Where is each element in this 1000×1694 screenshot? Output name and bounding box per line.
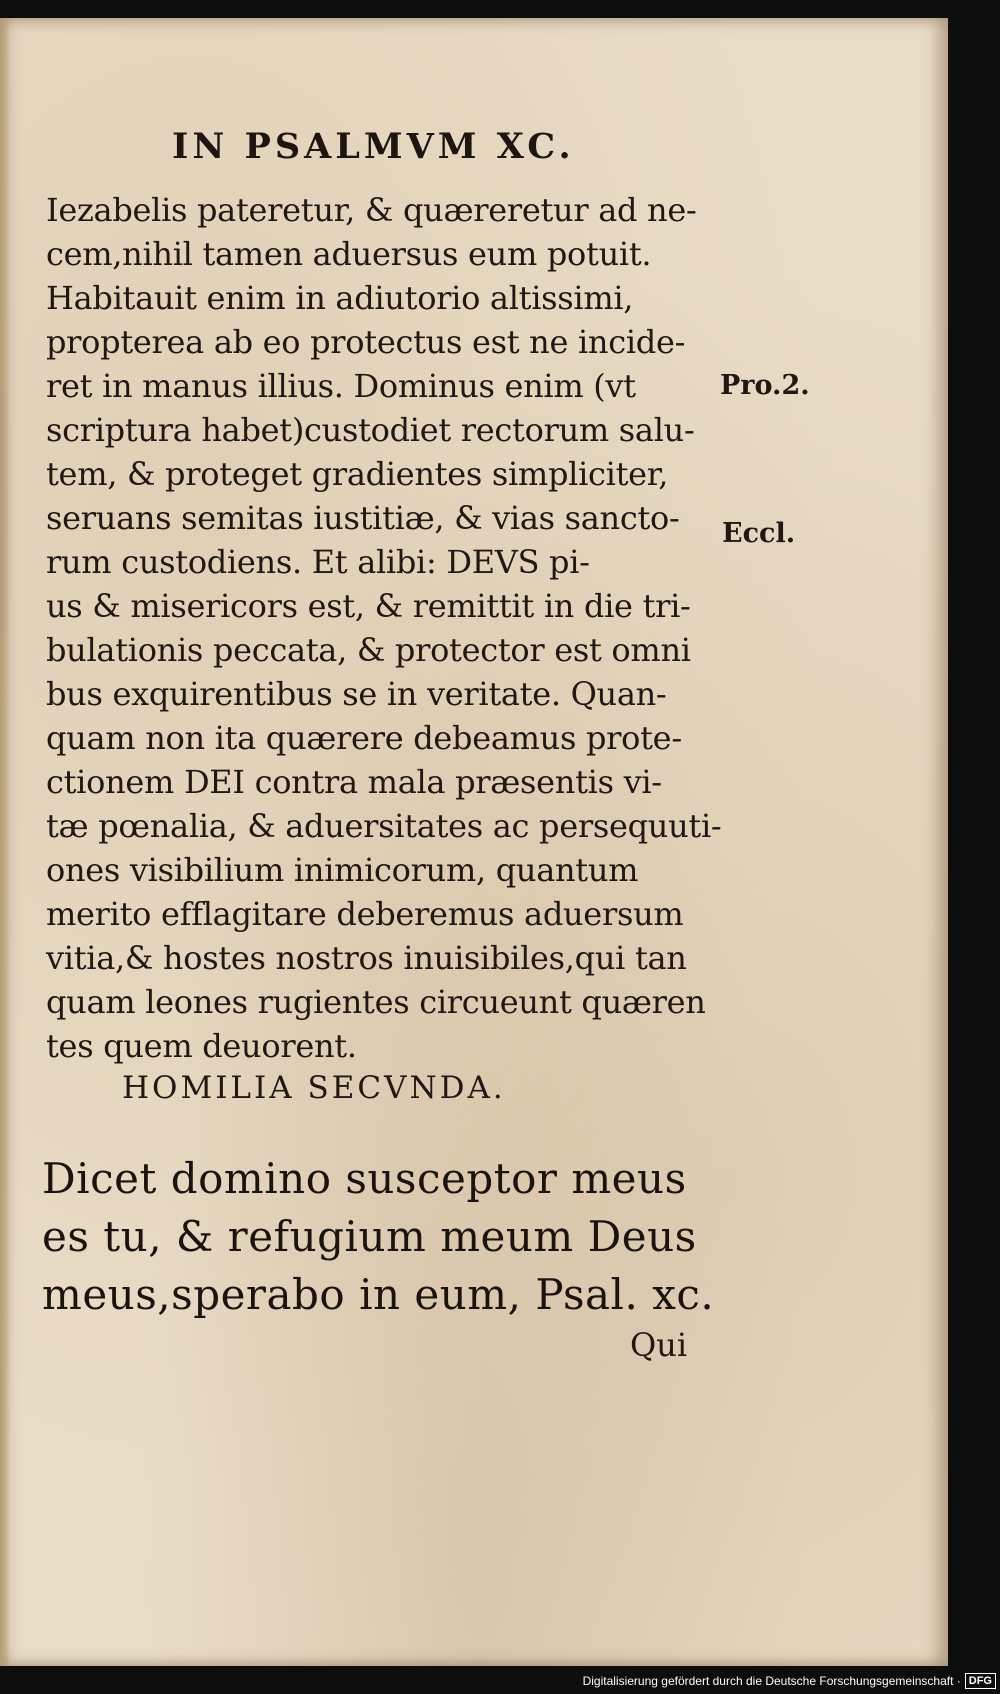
psalm-line: es tu, & refugium meum Deus <box>42 1212 697 1261</box>
text-line: Iezabelis pateretur, & quæreretur ad ne- <box>46 191 697 229</box>
psalm-line: meus,sperabo in eum, Psal. xc. <box>42 1270 715 1319</box>
text-line: tes quem deuorent. <box>46 1027 357 1065</box>
psalm-verse <box>42 1150 714 1324</box>
digitization-footer <box>583 1670 996 1692</box>
text-line: merito efflagitare deberemus aduersum <box>46 895 684 933</box>
text-line: ctionem DEI contra mala præsentis vi- <box>46 763 662 801</box>
margin-note-ecclesiasticus: Eccl. <box>722 518 796 549</box>
text-line: tæ pœnalia, & aduersitates ac persequuti- <box>46 807 722 845</box>
body-text <box>46 188 726 1068</box>
text-line: Habitauit enim in adiutorio altissimi, <box>46 279 634 317</box>
book-page <box>0 18 948 1666</box>
text-line: cem,nihil tamen aduersus eum potuit. <box>46 235 652 273</box>
text-line: propterea ab eo protectus est ne incide- <box>46 323 686 361</box>
homily-title: HOMILIA SECVNDA. <box>122 1070 506 1106</box>
text-line: quam non ita quærere debeamus prote- <box>46 719 682 757</box>
text-line: rum custodiens. Et alibi: DEVS pi- <box>46 543 590 581</box>
text-line: bulationis peccata, & protector est omni <box>46 631 691 669</box>
text-line: bus exquirentibus se in veritate. Quan- <box>46 675 667 713</box>
text-line: vitia,& hostes nostros inuisibiles,qui tan <box>46 939 687 977</box>
margin-note-proverbs: Pro.2. <box>720 370 810 401</box>
funding-credit: Digitalisierung gefördert durch die Deutsche Forschungsgemeinschaft · <box>582 1674 961 1688</box>
psalm-line: Dicet domino susceptor meus <box>42 1154 687 1203</box>
text-line: tem, & proteget gradientes simpliciter, <box>46 455 669 493</box>
text-line: scriptura habet)custodiet rectorum salu- <box>46 411 695 449</box>
text-line: ret in manus illius. Dominus enim (vt <box>46 367 636 405</box>
text-line: seruans semitas iustitiæ, & vias sancto- <box>46 499 680 537</box>
page-edge-shadow <box>0 18 10 1666</box>
dfg-logo: DFG <box>965 1673 996 1689</box>
text-line: us & misericors est, & remittit in die tri- <box>46 587 691 625</box>
running-head: IN PSALMVM XC. <box>172 126 575 167</box>
catchword: Qui <box>630 1326 688 1364</box>
text-line: ones visibilium inimicorum, quantum <box>46 851 639 889</box>
text-line: quam leones rugientes circueunt quæren <box>46 983 706 1021</box>
